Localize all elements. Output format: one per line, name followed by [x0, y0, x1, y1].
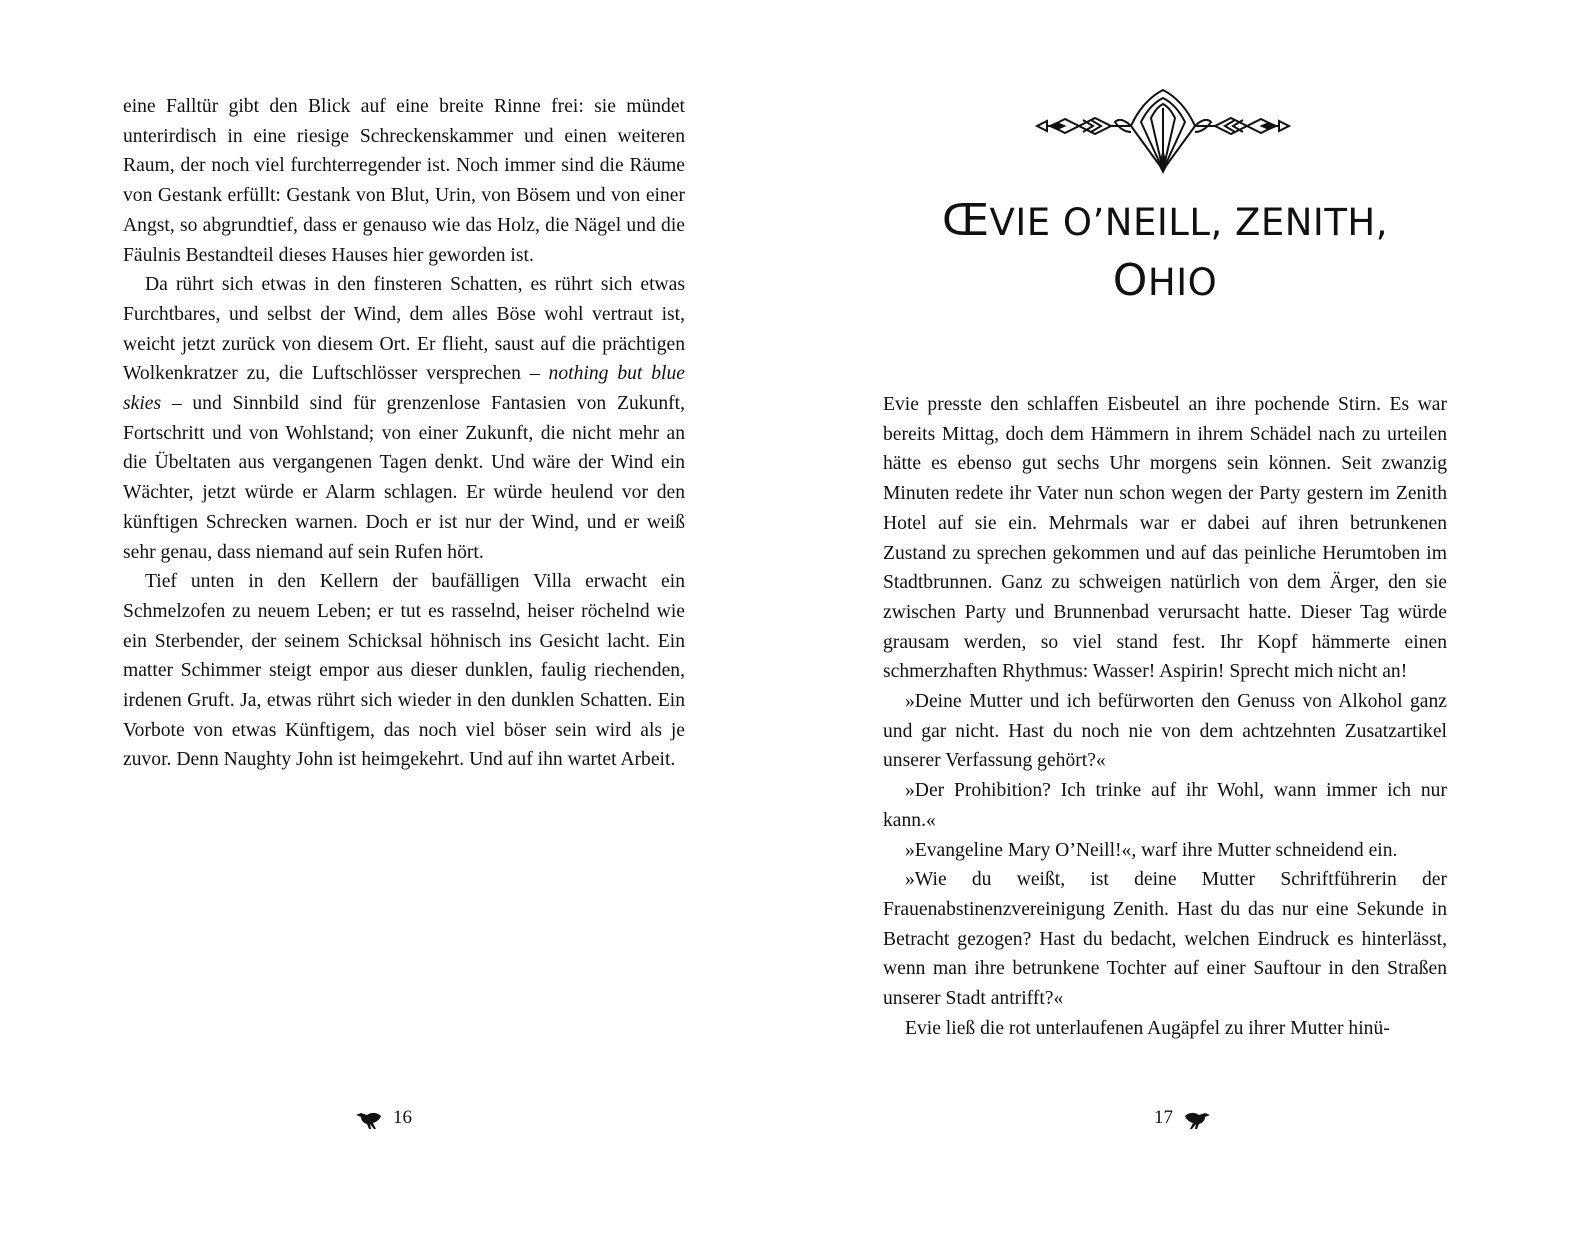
chapter-title-line2-cap: O: [1112, 255, 1148, 306]
italic-phrase: nothing but blue skies: [123, 363, 685, 415]
left-paragraph-3: Tief unten in den Kellern der baufälligen Villa erwacht ein Schmelzofen zu neuem Leben; er tut es rasselnd, heiser röchelnd wie ein Sterbender, der seinem Schicksal höhnisch ins Gesicht lacht. Ein matter Schimmer steigt empor aus dieser dunklen, faulig riechenden, irdenen Gruft. Ja, etwas rührt sich wieder in den dunklen Schatten. Ein Vorbote von etwas Künftigem, das noch viel böser sein wird als je zuvor. Denn Naughty John ist heimgekehrt. Und auf ihn wartet Arbeit.: [123, 571, 685, 771]
crow-icon: [1183, 1106, 1211, 1130]
crow-icon: [355, 1106, 383, 1130]
art-deco-fan-ornament-icon: [1035, 86, 1291, 178]
right-page-footer: [1154, 1104, 1211, 1132]
left-paragraph-2-start: Da rührt sich etwas in den finsteren Schatten, es rührt sich etwas Furchtbares, und selbst der Wind, dem alles Böse wohl vertraut ist, weicht jetzt zurück von diesem Ort. Er flieht, saust auf die prächtigen Wolkenkratzer zu, die Luftschlösser versprechen –: [123, 274, 685, 385]
left-paragraph-2: [123, 270, 685, 567]
right-paragraph-4: »Evangeline Mary O’Neill!«, warf ihre Mutter schneidend ein.: [905, 839, 1398, 861]
page-number: 17: [1154, 1107, 1173, 1128]
right-page-body: [883, 390, 1447, 1043]
chapter-title-line2: HIO: [1147, 261, 1218, 304]
right-paragraph-5: »Wie du weißt, ist deine Mutter Schriftführerin der Frauenabstinenzvereinigung Zenith. Hast du das nur eine Sekunde in Betracht gezogen? Hast du bedacht, welchen Eindruck es hinterlässt, wenn man ihre betrunkene Tochter auf einer Sauftour in den Straßen unserer Stadt antrifft?«: [883, 869, 1447, 1010]
left-paragraph-2-rest: – und Sinnbild sind für grenzenlose Fantasien von Zukunft, Fortschritt und von Wohlstand; von einer Zukunft, die nicht mehr an die Übeltaten aus vergangenen Tagen denkt. Und wäre der Wind ein Wächter, jetzt würde er Alarm schlagen. Er würde heulend vor den künftigen Schrecken warnen. Doch er ist nur der Wind, und er weiß sehr genau, dass niemand auf sein Rufen hört.: [123, 393, 685, 563]
left-page-footer: [355, 1104, 412, 1132]
left-page-body: [123, 92, 685, 775]
right-page: [797, 0, 1594, 1240]
page-number: 16: [393, 1107, 412, 1128]
right-paragraph-6: Evie ließ die rot unterlaufenen Augäpfel zu ihrer Mutter hinü-: [905, 1017, 1390, 1039]
right-paragraph-1: Evie presste den schlaffen Eisbeutel an ihre pochende Stirn. Es war bereits Mittag, doch dem Hämmern in ihrem Schädel nach zu urteilen hätte es ebenso gut sechs Uhr morgens sein können. Seit zwanzig Minuten redete ihr Vater nun schon wegen der Party gestern im Zenith Hotel auf sie ein. Mehrmals war er dabei auf ihren betrunkenen Zustand zu sprechen gekommen und auf das peinliche Herumtoben im Stadtbrunnen. Ganz zu schweigen natürlich von dem Ärger, den sie zwischen Party und Brunnenbad verursacht hatte. Dieser Tag würde grausam werden, so viel stand fest. Ihr Kopf hämmerte einen schmerzhaften Rhythmus: Wasser! Aspirin! Sprecht mich nicht an!: [883, 394, 1447, 683]
chapter-title: [857, 192, 1473, 312]
right-paragraph-2: »Deine Mutter und ich befürworten den Genuss von Alkohol ganz und gar nicht. Hast du noch nie von dem achtzehnten Zusatzartikel unserer Verfassung gehört?«: [883, 691, 1447, 772]
chapter-title-line1-cap: Œ: [941, 195, 990, 246]
left-paragraph-1: eine Falltür gibt den Blick auf eine breite Rinne frei: sie mündet unterirdisch in eine riesige Schreckenskammer und einen weiteren Raum, der noch viel furchterregender ist. Noch immer sind die Räume von Gestank erfüllt: Gestank von Blut, Urin, von Bösem und von einer Angst, so abgrundtief, dass er genauso wie das Holz, die Nägel und die Fäulnis Bestandteil dieses Hauses hier geworden ist.: [123, 96, 685, 266]
chapter-title-line1: VIE O’NEILL, ZENITH,: [989, 201, 1389, 244]
right-paragraph-3: »Der Prohibition? Ich trinke auf ihr Wohl, wann immer ich nur kann.«: [883, 780, 1447, 831]
